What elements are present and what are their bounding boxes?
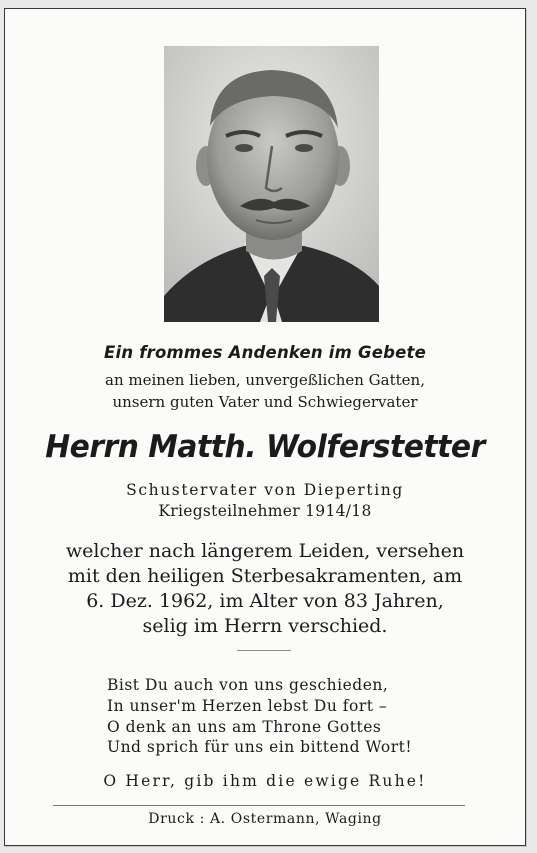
poem-line-4: Und sprich für uns ein bittend Wort!	[107, 738, 413, 756]
occupation-line: Schustervater von Dieperting	[126, 481, 404, 499]
poem-line-2: In unser'm Herzen lebst Du fort –	[107, 697, 388, 715]
deceased-name: Herrn Matth. Wolferstetter	[45, 429, 485, 465]
poem-line-3: O denk an uns am Throne Gottes	[107, 718, 382, 736]
dedication-line-1: an meinen lieben, unvergeßlichen Gatten,	[105, 371, 425, 389]
death-text-line-3: 6. Dez. 1962, im Alter von 83 Jahren,	[86, 590, 444, 612]
portrait-photo	[164, 46, 379, 322]
veteran-line: Kriegsteilnehmer 1914/18	[158, 502, 372, 520]
card-heading: Ein frommes Andenken im Gebete	[104, 343, 426, 362]
memorial-card	[4, 8, 526, 846]
poem-line-1: Bist Du auch von uns geschieden,	[107, 676, 389, 694]
dedication-line-2: unsern guten Vater und Schwiegervater	[112, 393, 418, 411]
footer-divider	[53, 805, 465, 806]
death-text-line-2: mit den heiligen Sterbesakramenten, am	[67, 565, 463, 587]
short-divider	[237, 650, 291, 651]
prayer-line: O Herr, gib ihm die ewige Ruhe!	[103, 772, 427, 790]
portrait-image	[164, 46, 379, 322]
printer-credit: Druck : A. Ostermann, Waging	[148, 811, 382, 827]
death-text-line-1: welcher nach längerem Leiden, versehen	[65, 540, 465, 562]
death-text-line-4: selig im Herrn verschied.	[142, 615, 388, 637]
